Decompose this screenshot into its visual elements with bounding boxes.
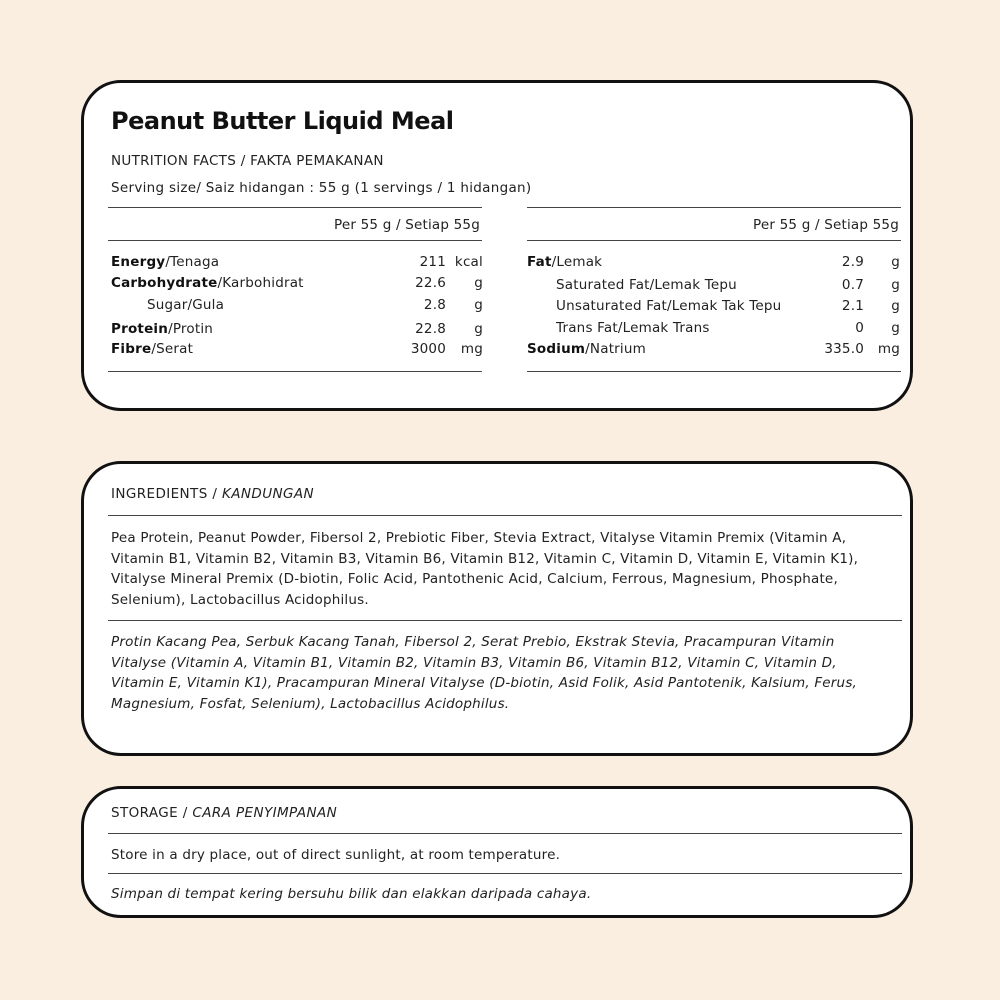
nutrient-unit: g [891,254,900,270]
nutrient-value: 3000 [410,341,446,357]
nutrient-value: 2.9 [841,254,864,270]
nutrient-value: 2.8 [423,297,446,313]
nutrient-name: Protein/Protin [111,321,214,337]
divider [108,515,902,516]
divider [108,371,482,372]
nutrient-value: 0 [855,320,864,336]
divider [527,371,901,372]
nutrition-facts-label: NUTRITION FACTS / FAKTA PEMAKANAN [111,153,384,169]
ingredients-english: Pea Protein, Peanut Powder, Fibersol 2, Prebiotic Fiber, Stevia Extract, Vitalyse Vitamin Premix (Vitamin A, Vitamin B1, Vitamin B2, Vitamin B3, Vitamin B6, Vitamin B12, Vitamin C, Vitamin D, Vitamin E, Vitamin K1), Vitalyse Mineral Premix (D-biotin, Folic Acid, Pantothenic Acid, Calcium, Ferrous, Magnesium, Phosphate, Selenium), Lactobacillus Acidophilus. [111,530,859,608]
divider [108,620,902,621]
ingredients-card [81,461,913,756]
divider [108,873,902,874]
divider [527,240,901,241]
nutrient-row-sugar [111,297,483,317]
nutrient-row-fibre [111,341,483,361]
nutrient-unit: g [474,297,483,313]
nutrient-unit: g [891,277,900,293]
nutrient-name: Carbohydrate/Karbohidrat [111,275,304,291]
left-column-header: Per 55 g / Setiap 55g [334,217,480,233]
nutrient-row-unsaturated-fat [527,298,900,318]
nutrient-unit: mg [877,341,900,357]
divider [527,207,901,208]
nutrient-name: Sodium/Natrium [527,341,646,357]
divider [108,833,902,834]
nutrient-value: 335.0 [824,341,864,357]
nutrient-value: 2.1 [841,298,864,314]
storage-heading: STORAGE / CARA PENYIMPANAN [111,805,338,821]
nutrition-facts-card [81,80,913,411]
nutrient-row-fat [527,254,900,274]
nutrient-name: Trans Fat/Lemak Trans [556,320,710,336]
right-column-header: Per 55 g / Setiap 55g [753,217,899,233]
serving-size: Serving size/ Saiz hidangan : 55 g (1 servings / 1 hidangan) [111,180,532,196]
nutrient-value: 211 [419,254,446,270]
ingredients-heading: INGREDIENTS / KANDUNGAN [111,486,314,502]
nutrient-value: 22.8 [415,321,446,337]
nutrient-row-sodium [527,341,900,361]
nutrient-name: Unsaturated Fat/Lemak Tak Tepu [556,298,782,314]
storage-malay: Simpan di tempat kering bersuhu bilik dan elakkan daripada cahaya. [111,886,592,902]
nutrient-unit: g [891,320,900,336]
nutrient-name: Saturated Fat/Lemak Tepu [556,277,737,293]
storage-english: Store in a dry place, out of direct sunlight, at room temperature. [111,847,561,863]
nutrient-row-saturated-fat [527,277,900,297]
divider [108,207,482,208]
nutrient-unit: g [891,298,900,314]
nutrient-value: 22.6 [415,275,446,291]
divider [108,240,482,241]
nutrient-unit: g [474,275,483,291]
nutrient-name: Fat/Lemak [527,254,603,270]
nutrient-row-carbohydrate [111,275,483,295]
ingredients-malay: Protin Kacang Pea, Serbuk Kacang Tanah, Fibersol 2, Serat Prebio, Ekstrak Stevia, Pracampuran Vitamin Vitalyse (Vitamin A, Vitamin B1, Vitamin B2, Vitamin B3, Vitamin B6, Vitamin B12, Vitamin C, Vitamin D, Vitamin E, Vitamin K1), Pracampuran Mineral Vitalyse (D-biotin, Asid Folik, Asid Pantotenik, Kalsium, Ferus, Magnesium, Fosfat, Selenium), Lactobacillus Acidophilus. [111,634,858,712]
nutrient-name: Fibre/Serat [111,341,194,357]
nutrient-row-trans-fat [527,320,900,340]
nutrient-unit: g [474,321,483,337]
nutrient-unit: kcal [454,254,483,270]
nutrient-name: Sugar/Gula [147,297,225,313]
nutrient-row-protein [111,321,483,341]
nutrient-unit: mg [460,341,483,357]
nutrient-value: 0.7 [841,277,864,293]
nutrient-row-energy [111,254,483,274]
nutrient-name: Energy/Tenaga [111,254,220,270]
product-title: Peanut Butter Liquid Meal [111,107,454,135]
storage-card [81,786,913,918]
